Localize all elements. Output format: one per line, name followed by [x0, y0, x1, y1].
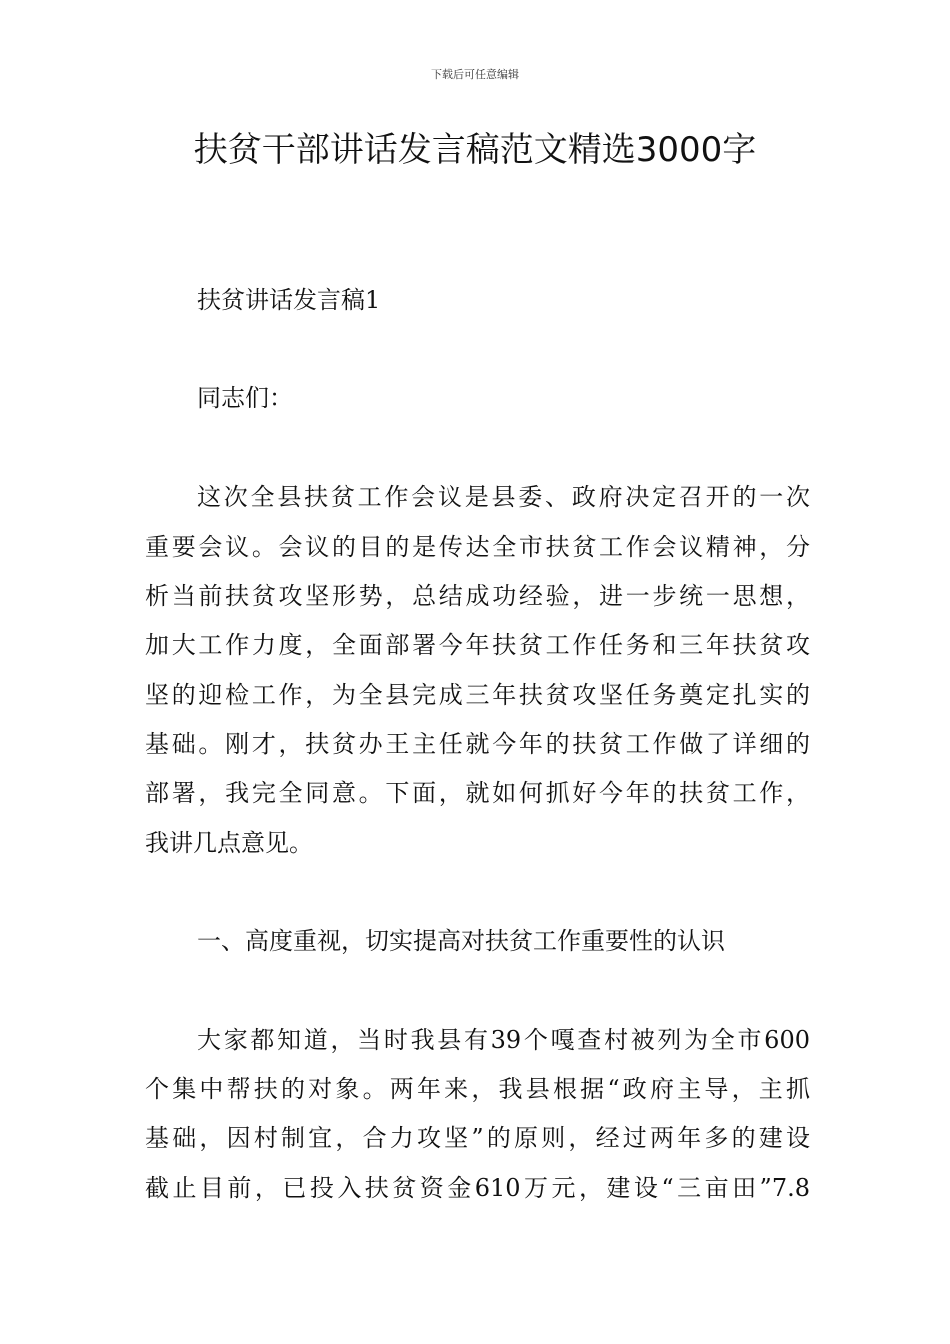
paragraph-line: 析当前扶贫攻坚形势，总结成功经验，进一步统一思想， [145, 582, 810, 610]
point-heading: 一、高度重视，切实提高对扶贫工作重要性的认识 [197, 927, 725, 955]
paragraph-line: 加大工作力度，全面部署今年扶贫工作任务和三年扶贫攻 [145, 631, 810, 659]
header-note: 下载后可任意编辑 [431, 68, 519, 81]
paragraph-line: 大家都知道，当时我县有39个嘎查村被列为全市600 [197, 1026, 810, 1054]
paragraph-line: 坚的迎检工作，为全县完成三年扶贫攻坚任务奠定扎实的 [145, 681, 810, 709]
paragraph-line: 重要会议。会议的目的是传达全市扶贫工作会议精神，分 [145, 533, 810, 561]
paragraph-line: 基础，因村制宜，合力攻坚”的原则，经过两年多的建设 [145, 1124, 810, 1152]
paragraph-line: 截止目前，已投入扶贫资金610万元，建设“三亩田”7.8 [145, 1174, 810, 1202]
paragraph-line: 我讲几点意见。 [145, 829, 313, 857]
paragraph-line: 个集中帮扶的对象。两年来，我县根据“政府主导，主抓 [145, 1075, 810, 1103]
section-heading: 扶贫讲话发言稿1 [197, 286, 381, 314]
paragraph-line: 部署，我完全同意。下面，就如何抓好今年的扶贫工作， [145, 779, 810, 807]
salutation: 同志们： [197, 384, 293, 412]
document-title: 扶贫干部讲话发言稿范文精选3000字 [193, 130, 757, 170]
paragraph-line: 这次全县扶贫工作会议是县委、政府决定召开的一次 [197, 483, 810, 511]
paragraph-line: 基础。刚才，扶贫办王主任就今年的扶贫工作做了详细的 [145, 730, 810, 758]
